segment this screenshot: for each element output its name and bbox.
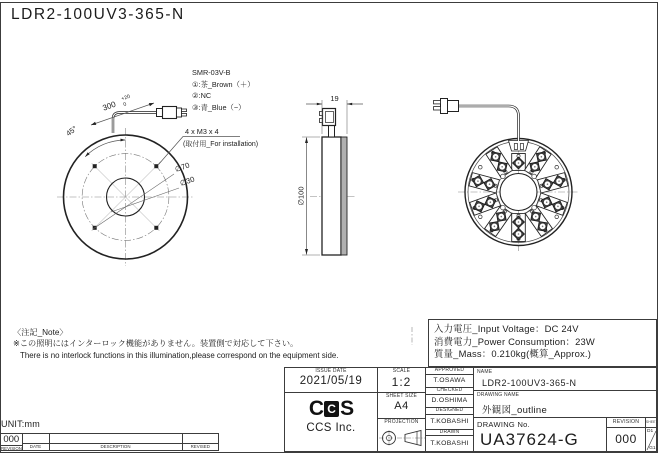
front-view [57,68,258,266]
dim-hole: ∅30 [178,174,196,188]
scale-value: 1:2 [391,375,412,389]
rear-connector [434,99,459,114]
checked-value: D.OSHIMA [426,395,473,409]
company-logo-cell [285,393,378,452]
title-block [284,367,657,452]
notes-block [13,327,338,361]
led-strip [486,147,513,178]
drawing-no-cell [474,418,657,452]
mounting-hole [154,226,158,230]
dim-cable-length: 300 [101,99,117,113]
drawing-title: LDR2-100UV3-365-N [11,6,185,23]
revision-table-value: 000 [3,434,20,445]
revision-col [1,434,23,450]
spec-mass: 質量_Mass：0.210kg(概算_Approx.) [434,348,592,360]
mounting-hole [154,164,158,168]
revised-value [183,434,219,443]
front-connector [157,107,187,119]
connector-pin1-label: ①:茶_Brown（＋） [192,80,255,89]
drawing-no-value: UA37624-G [480,430,579,449]
description-value [50,434,182,443]
sheet-size-label: SHEET SIZE [385,393,418,399]
name-cell [474,368,657,391]
revision-table [0,433,219,451]
front-cable [113,113,157,134]
mounting-hole [93,164,97,168]
led-strip [525,147,552,178]
connector-type-label: SMR-03V-B [192,68,231,77]
designed-value: T.KOBASHI [426,415,473,430]
date-value [23,434,49,443]
side-diffuser [341,137,347,255]
note-japanese: ※この照明にはインターロック機能がありません。装置側で対応して下さい。 [13,339,299,349]
description-col [50,434,183,450]
drawing-name-label: DRAWING NAME [477,392,520,398]
projection-label: PROJECTION [384,419,419,425]
dim-bolt-circle: ∅70 [173,160,191,174]
mounting-label: 4 x M3 x 4 [185,127,219,136]
rear-center-hole [500,174,537,211]
drawn-value: T.KOBASHI [430,440,469,447]
revision-col-label: REVISION [1,446,22,451]
drawing-name-cell [474,391,657,418]
ccs-logo [285,399,377,419]
checked-label: CHECKED [436,387,463,394]
note-english: There is no interlock functions in this illumination,please correspond on the equipment side. [20,350,339,360]
note-heading: 〈注記_Note〉 [13,328,68,337]
mounting-note-label: (取付用_For installation) [183,141,259,148]
side-view [297,94,364,255]
led-strip [469,173,500,193]
revision-cell [606,418,645,452]
approved-value: T.OSAWA [426,375,473,389]
led-strip [512,154,526,171]
spec-box [428,319,657,367]
revision-label: REVISION [607,418,645,428]
revised-col [183,434,219,450]
date-col-label: DATE [23,443,49,451]
name-label: NAME [477,369,493,375]
sheet-size-cell [378,393,426,419]
sheet-upper: D1 [647,429,654,434]
drawn-label: DRAWN [439,428,460,435]
cable-entry-notch [509,141,529,152]
led-strip [538,173,569,193]
projection-cell [378,419,426,452]
approvals-column [426,368,474,452]
sheet-lower: G1 [649,446,656,451]
scale-label: SCALE [392,368,411,374]
sheet-label: SHEET [646,418,657,428]
sheet-size-value: A4 [394,400,409,412]
dim-thickness: 19 [330,94,339,103]
logo-letter: S [340,397,354,420]
date-col [23,434,50,450]
sheet-cell [645,418,657,452]
spec-power-consumption: 消費電力_Power Consumption：23W [434,335,595,347]
rear-view [434,99,580,252]
approved-label: APPROVED [434,367,465,374]
third-angle-projection-icon [379,427,425,449]
logo-letter-inverse: C [324,401,339,417]
issue-date-cell [285,368,378,393]
rear-cable [458,106,519,141]
name-value: LDR2-100UV3-365-N [482,378,577,388]
drawing-name-value: 外観図_outline [482,405,548,416]
dim-angle: 45° [64,123,79,139]
side-body [322,137,341,255]
drawing-no-label: DRAWING No. [477,420,531,429]
company-name: CCS Inc. [306,422,356,434]
logo-letter: C [308,397,324,420]
revision-value: 000 [615,432,637,446]
connector-pin3-label: ③:青_Blue（−） [192,103,246,112]
unit-label: UNIT:mm [1,419,40,429]
description-col-label: DESCRIPTION [50,443,182,451]
led-strip [512,214,526,242]
scale-cell [378,368,426,393]
revised-col-label: REVISED [183,443,219,451]
spec-input-voltage: 入力電圧_Input Voltage：DC 24V [434,323,579,334]
dim-cable-tol-upper: +20 [120,93,131,103]
dim-cable-tol-lower: 0 [122,101,128,109]
issue-date-label: ISSUE DATE [315,368,347,374]
dim-outer-dia: ∅100 [296,186,306,206]
drawing-no-area [474,418,606,452]
connector-pin2-label: ②:NC [192,91,212,100]
issue-date-value: 2021/05/19 [299,375,363,387]
designed-label: DESIGNED [435,407,464,414]
